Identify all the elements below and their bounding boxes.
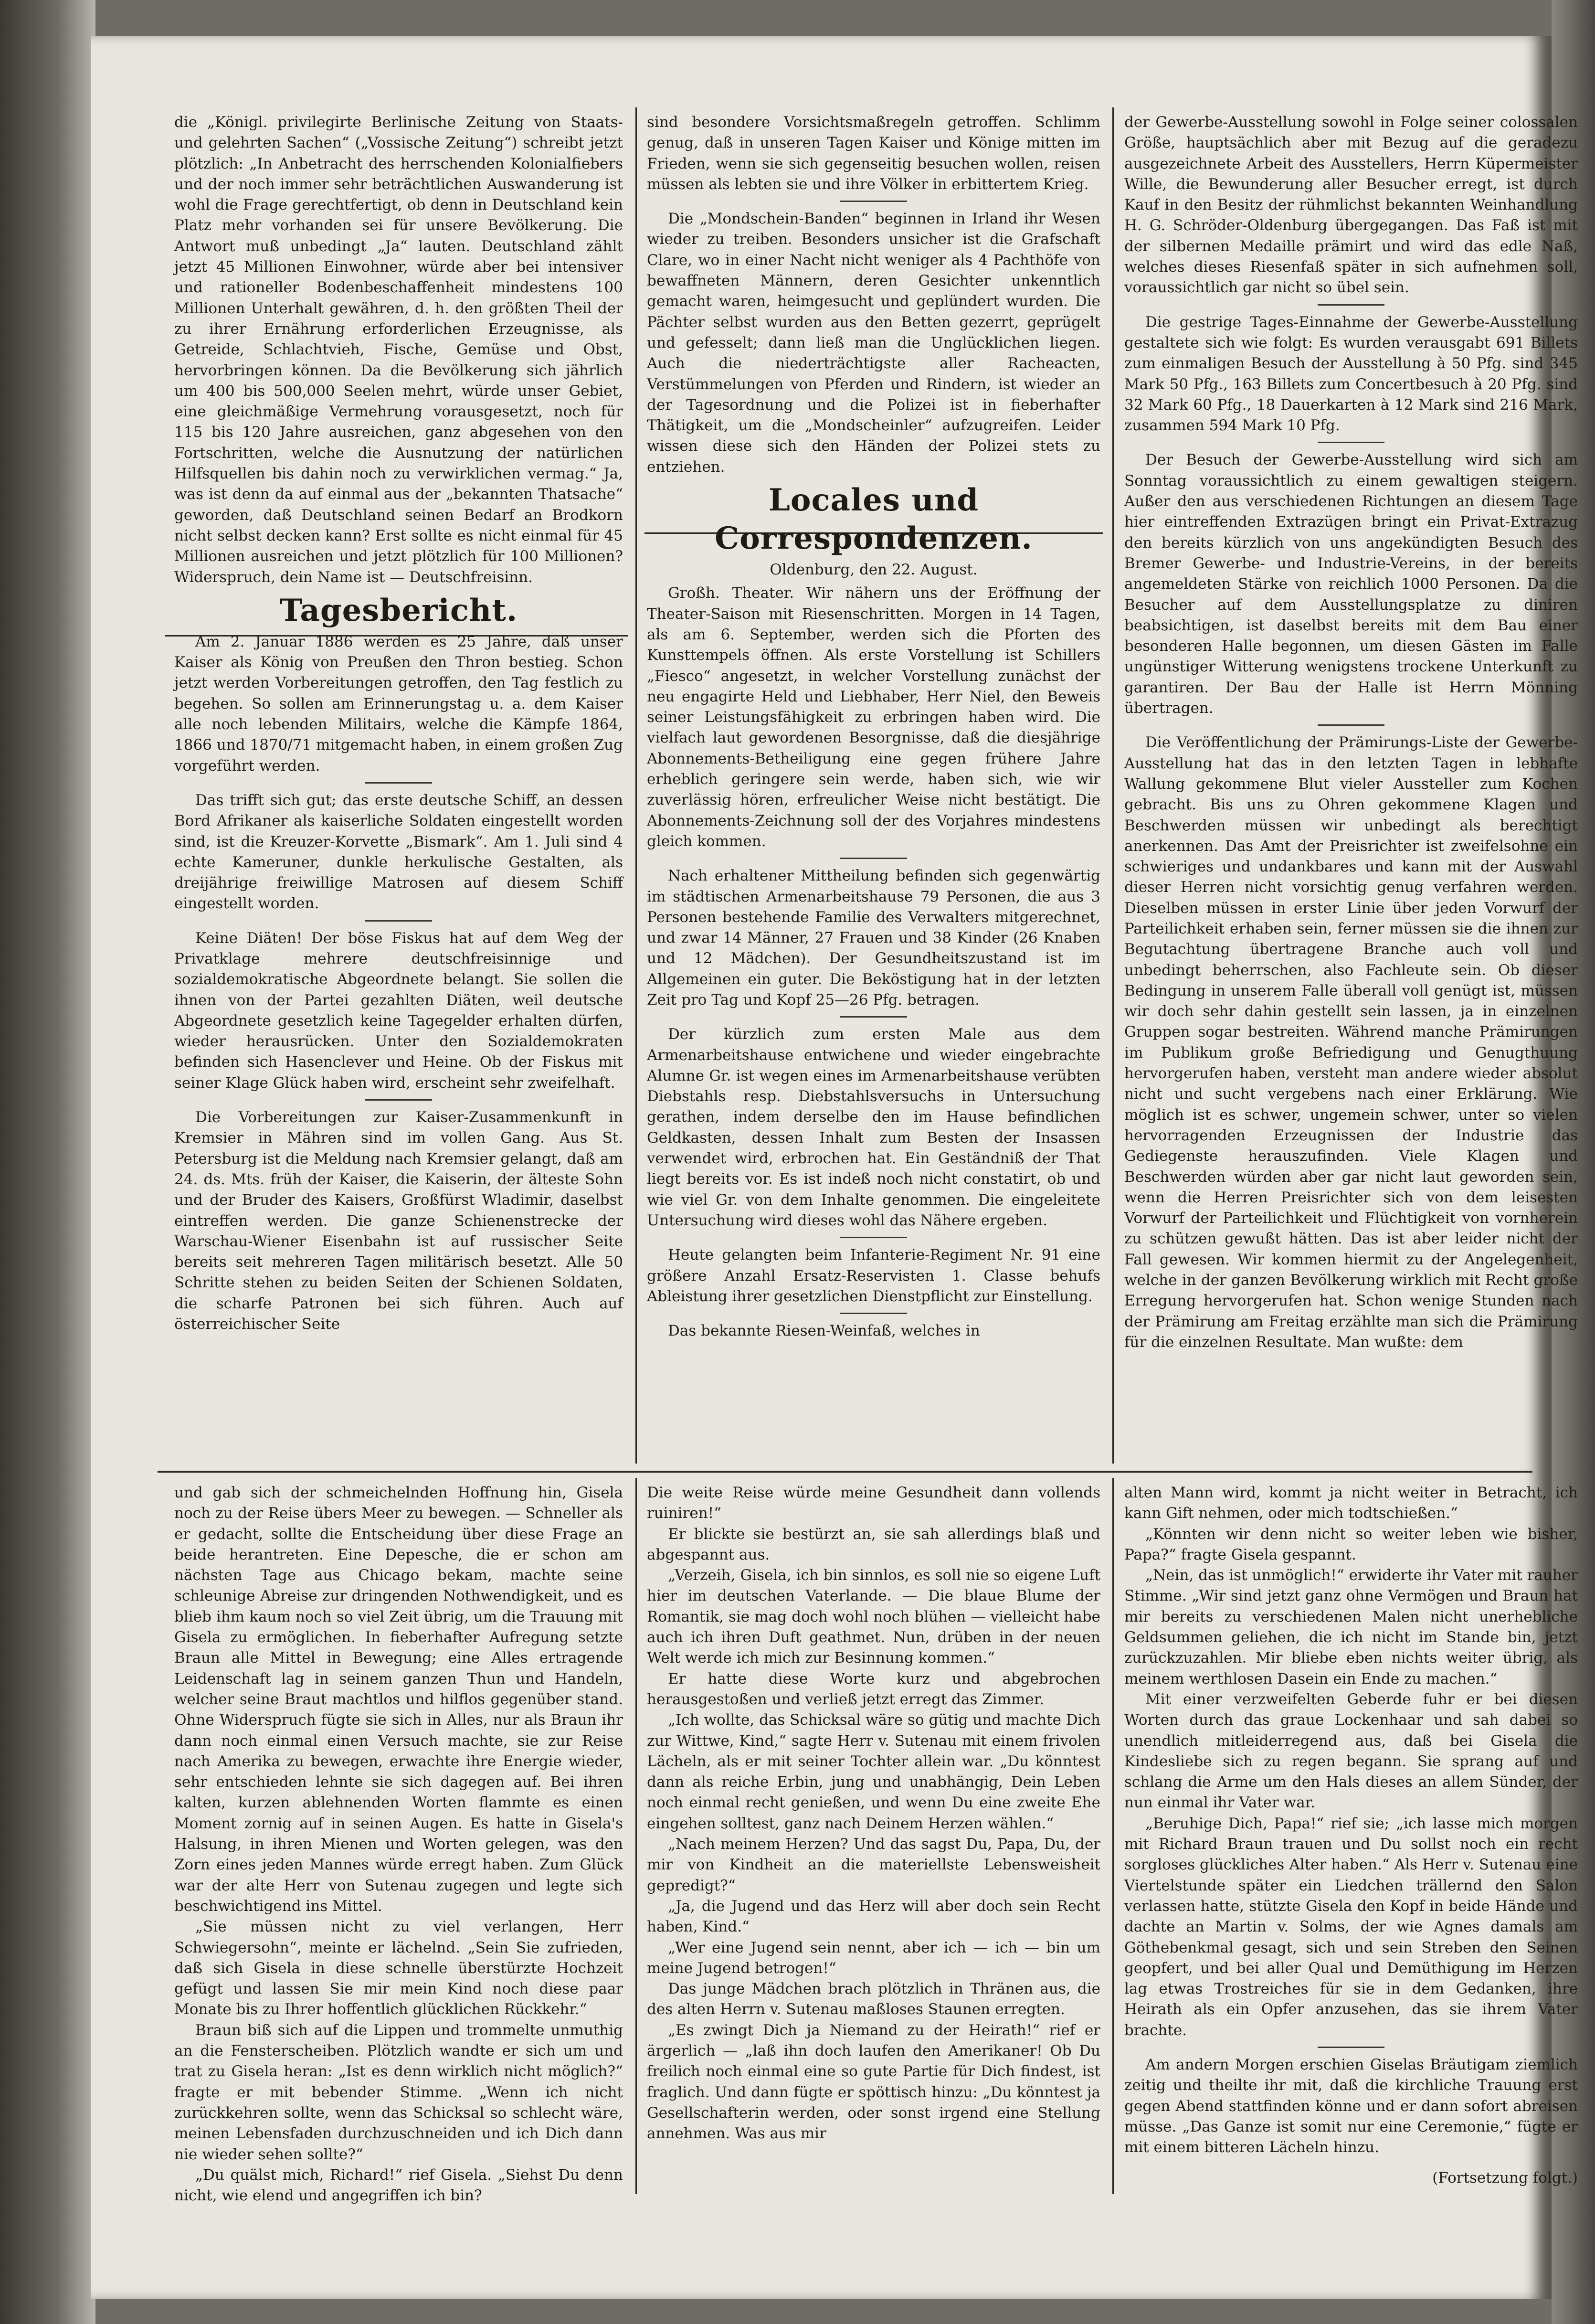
column-rule <box>635 107 637 1464</box>
separator <box>365 920 432 922</box>
article-text: Großh. Theater. Wir nähern uns der Eröffnung der Theater-Saison mit Riesenschritten. Morgen in 14 Tagen, als am 6. September, werden sich die Pforten des Kunsttempels öffnen. Als erste Vorstellung ist Schillers „Fiesco“ angesetzt, in welcher Vorstellung zunächst der neu engagirte Held und Liebhaber, Herr Niel, den Beweis seiner Leistungsfähigkeit zu erbringen haben wird. Die vielfach laut gewordenen Besorgnisse, daß die diesjährige Abonnements-Betheiligung eine gegen frühere Jahre erheblich geringere sein werde, haben sich, wie wir zuverlässig hören, erfreulicher Weise nicht bestätigt. Die Abonnements-Zeichnung soll der des Vorjahres mindestens gleich kommen. <box>647 584 1100 850</box>
upper-column-2 <box>647 112 1100 1464</box>
novel-text: „Könnten wir denn nicht so weiter leben wie bisher, Papa?“ fragte Gisela gespannt. <box>1124 1525 1578 1563</box>
continuation-note: (Fortsetzung folgt.) <box>1432 2169 1578 2186</box>
newspaper-page <box>91 36 1578 2299</box>
separator <box>840 1016 907 1018</box>
novel-text: Er hatte diese Worte kurz und abgebrochen herausgestoßen und verließ jetzt erregt das Zimmer. <box>647 1670 1100 1708</box>
separator <box>365 1099 432 1101</box>
feuilleton-divider <box>158 1471 1532 1473</box>
article-text: Heute gelangten beim Infanterie-Regiment Nr. 91 eine größere Anzahl Ersatz-Reservisten 1. Classe behufs Ableistung ihrer gesetzlichen Dienstpflicht zur Einstellung. <box>647 1246 1100 1305</box>
separator <box>840 201 907 202</box>
book-binding-shadow <box>0 0 95 2324</box>
article-text: Die gestrige Tages-Einnahme der Gewerbe-Ausstellung gestaltete sich wie folgt: Es wurden verausgabt 691 Billets zum einmaligen Besuch der Ausstellung à 50 Pfg. sind 345 Mark 50 Pfg., 163 Billets zum Concertbesuch à 20 Pfg. sind 32 Mark 60 Pfg., 18 Dauerkarten à 12 Mark sind 216 Mark, zusammen 594 Mark 10 Pfg. <box>1124 313 1578 435</box>
novel-text: „Wer eine Jugend sein nennt, aber ich — ich — bin um meine Jugend betrogen!“ <box>647 1939 1100 1977</box>
novel-text: „Verzeih, Gisela, ich bin sinnlos, es soll nie so eigene Luft hier im deutschen Vaterlande. — Die blaue Blume der Romantik, sie mag doch wohl noch blühen — vielleicht habe auch ich ihren Duft geathmet. Nun, drüben in der neuen Welt werde ich mich zur Besinnung kommen.“ <box>647 1567 1100 1667</box>
novel-text: alten Mann wird, kommt ja nicht weiter in Betracht, ich kann Gift nehmen, oder mich todtschießen.“ <box>1124 1484 1578 1522</box>
article-text: Der Besuch der Gewerbe-Ausstellung wird sich am Sonntag voraussichtlich zu einem gewaltigen steigern. Außer den aus verschiedenen Richtungen an diesem Tage hier eintreffenden Extrazügen bringt ein Privat-Extrazug den bereits kürzlich von uns angekündigten Besuch des Bremer Gewerbe- und Industrie-Vereins, in der bereits angemeldeten Stärke von reichlich 1000 Personen. Da die Besucher auf dem Ausstellungsplatze zu diniren beabsichtigen, ist daselbst bereits mit dem Bau einer besonderen Halle begonnen, um diesen Gästen im Falle ungünstiger Witterung wenigstens trockene Unterkunft zu garantiren. Der Bau der Halle ist Herrn Mönning übertragen. <box>1124 451 1578 717</box>
separator <box>1318 304 1384 306</box>
novel-text: „Nein, das ist unmöglich!“ erwiderte ihr Vater mit rauher Stimme. „Wir sind jetzt ganz ohne Vermögen und Braun hat mir bereits zu verschiedenen Malen nicht unerhebliche Geldsummen geliehen, die ich nicht im Stande bin, jetzt zurückzuzahlen. Mir bliebe eben nichts weiter übrig, als meinem werthlosen Dasein ein Ende zu machen.“ <box>1124 1567 1578 1687</box>
column-rule <box>1112 107 1114 1464</box>
article-text: der Gewerbe-Ausstellung sowohl in Folge seiner colossalen Größe, hauptsächlich aber mit Bezug auf die geradezu ausgezeichnete Arbeit des Ausstellers, Herrn Küpermeister Wille, die Bewunderung aller Besucher erregt, ist durch Kauf in den Besitz der rühmlichst bekannten Weinhandlung H. G. Schröder-Oldenburg übergegangen. Das Faß ist mit der silbernen Medaille prämirt und wird das edle Naß, welches dieses Riesenfaß später in sich aufnehmen soll, voraussichtlich gar nicht so übel sein. <box>1124 114 1578 297</box>
article-text: Die Vorbereitungen zur Kaiser-Zusammenkunft in Kremsier in Mähren sind im vollen Gang. Aus St. Petersburg ist die Meldung nach Kremsier gelangt, daß am 24. ds. Mts. früh der Kaiser, die Kaiserin, der älteste Sohn und der Bruder des Kaisers, Großfürst Wladimir, daselbst eintreffen werden. Die ganze Schienenstrecke der Warschau-Wiener Eisenbahn ist auf russischer Seite bereits seit mehreren Tagen militärisch besetzt. Alle 50 Schritte stehen zu beiden Seiten der Schienen Soldaten, die scharfe Patronen bei sich führen. Auch auf österreichischer Seite <box>174 1109 623 1333</box>
separator <box>1318 724 1384 726</box>
lower-column-2 <box>647 1483 1100 2194</box>
article-text: Das bekannte Riesen-Weinfaß, welches in <box>668 1322 980 1340</box>
novel-text: und gab sich der schmeichelnden Hoffnung hin, Gisela noch zu der Reise übers Meer zu bewegen. — Schneller als er gedacht, sollte die Entscheidung über diese Frage an beide herantreten. Eine Depesche, die er schon am nächsten Tage aus Chicago bekam, machte seine schleunige Abreise zur dringenden Nothwendigkeit, und es blieb ihm kaum noch so viel Zeit übrig, um die Trauung mit Gisela zu ermöglichen. In fieberhafter Aufregung setzte Braun alle Mittel in Bewegung; eine Alles ertragende Leidenschaft lag in seinem ganzen Thun und Handeln, welcher seine Braut machtlos und hilflos gegenüber stand. Ohne Widerspruch fügte sie sich in Alles, nur als Braun ihr dann noch einmal einen Versuch machte, sie zur Reise nach Amerika zu bewegen, erwachte ihre Energie wieder, sehr entschieden lehnte sie sich dagegen auf. Bei ihren kalten, kurzen ablehnenden Worten flammte es einen Moment zornig auf in seinen Augen. Es hatte in Gisela's Halsung, in ihren Mienen und Worten gelegen, was den Zorn eines jeden Mannes würde erregt haben. Zum Glück war der alte Herr von Sutenau zugegen und legte sich beschwichtigend ins Mittel. <box>174 1484 623 1915</box>
article-text: Die Veröffentlichung der Prämirungs-Liste der Gewerbe-Ausstellung hat das in den letzten Tagen in lebhafte Wallung gekommene Blut vieler Aussteller zum Kochen gebracht. Bis uns zu Ohren gekommene Klagen und Beschwerden müssen wir unbedingt als berechtigt anerkennen. Das Amt der Preisrichter ist zweifelsohne ein schwieriges und undankbares und kann mit der Auswahl dieser Herren nicht vorsichtig genug verfahren werden. Dieselben müssen in erster Linie über jeden Vorwurf der Parteilichkeit erhaben sein, ferner müssen sie die ihnen zur Begutachtung übertragene Branche auch voll und unbedingt beherrschen, also Fachleute sein. Ob dieser Bedingung in unserem Falle überall voll genügt ist, müssen wir doch sehr dahin gestellt sein lassen, ja in einzelnen Gruppen sogar bestreiten. Während manche Prämirungen im Publikum große Befriedigung und Genugthuung hervorgerufen haben, versteht man andere wieder absolut nicht und sucht vergebens nach einer Erklärung. Wie möglich ist es schwer, ungemein schwer, unter so vielen hervorragenden Erzeugnissen der Industrie das Gediegenste herauszufinden. Viele Klagen und Beschwerden würden aber gar nicht laut geworden sein, wenn die Herren Preisrichter sich von dem leisesten Vorwurf der Parteilichkeit und Flüchtigkeit von vornherein zu schützen gewußt hätten. Das ist aber leider nicht der Fall gewesen. Wir kommen hiermit zu der Angelegenheit, welche in der ganzen Bevölkerung wirklich mit Recht große Erregung hervorgerufen hat. Schon wenige Stunden nach der Prämirung am Freitag erzählte man sich die Prämirung für die einzelnen Resultate. Man wußte: dem <box>1124 734 1578 1351</box>
novel-text: Am andern Morgen erschien Giselas Bräutigam ziemlich zeitig und theilte ihr mit, daß die kirchliche Trauung erst gegen Abend stattfinden könne und er dann sofort abreisen müsse. „Das Ganze ist somit nur eine Ceremonie,“ fügte er mit einem bitteren Lächeln hinzu. <box>1124 2056 1578 2156</box>
separator <box>1318 442 1384 443</box>
novel-text: Mit einer verzweifelten Geberde fuhr er bei diesen Worten durch das graue Lockenhaar und sah dabei so unendlich mitleiderregend aus, daß bei Gisela die Kindesliebe sich zu regen begann. Sie sprang auf und schlang die Arme um den Hals dieses an allem Sünder, der nun einmal ihr Vater war. <box>1124 1690 1578 1812</box>
novel-text: „Sie müssen nicht zu viel verlangen, Herr Schwiegersohn“, meinte er lächelnd. „Sein Sie zufrieden, daß sich Gisela in diese schnelle überstürzte Hochzeit gefügt und lassen Sie mir mein Kind noch diese paar Monate bis zu Ihrer hoffentlich glücklichen Rückkehr.“ <box>174 1918 623 2018</box>
separator <box>840 1237 907 1238</box>
novel-text: „Ich wollte, das Schicksal wäre so gütig und machte Dich zur Wittwe, Kind,“ sagte Herr v. Sutenau mit einem frivolen Lächeln, als er mit seiner Tochter allein war. „Du könntest dann als reiche Erbin, jung und unabhängig, Dein Leben noch einmal recht genießen, und wenn Du eine zweite Ehe eingehen solltest, ganz nach Deinem Herzen wählen.“ <box>647 1711 1100 1832</box>
column-rule <box>1112 1478 1114 2194</box>
article-text: die „Königl. privilegirte Berlinische Zeitung von Staats- und gelehrten Sachen“ („Vossische Zeitung“) schreibt jetzt plötzlich: „In Anbetracht des herrschenden Kolonialfiebers und der noch immer sehr beträchtlichen Auswanderung ist wohl die Frage gerechtfertigt, ob denn in Deutschland kein Platz mehr vorhanden sei für unsere Bevölkerung. Die Antwort muß unbedingt „Ja“ lauten. Deutschland zählt jetzt 45 Millionen Einwohner, würde aber bei intensiver und rationeller Bodenbeschaffenheit mindestens 100 Millionen Unterhalt gewähren, d. h. den größten Theil der zu ihrer Ernährung erforderlichen Erzeugnisse, als Getreide, Schlachtvieh, Fische, Gemüse und Obst, hervorbringen können. Da die Bevölkerung sich jährlich um 400 bis 500,000 Seelen mehrt, würde unser Gebiet, eine gleichmäßige Vermehrung vorausgesetzt, noch für 115 bis 120 Jahre ausreichen, ganz abgesehen von den Fortschritten, welche die Ausnutzung der natürlichen Hilfsquellen bis dahin noch zu verwirklichen vermag.“ Ja, was ist denn da auf einmal aus der „bekannten Thatsache“ geworden, daß Deutschland seinen Bedarf an Brodkorn nicht selbst decken kann? Erst sollte es nicht einmal für 45 Millionen ausreichen und jetzt plötzlich für 100 Millionen? Widerspruch, dein Name ist — Deutschfreisinn. <box>174 114 623 586</box>
novel-text: „Es zwingt Dich ja Niemand zu der Heirath!“ rief er ärgerlich — „laß ihn doch laufen den Amerikaner! Ob Du freilich noch einmal eine so gute Partie für Dich findest, ist fraglich. Und dann fügte er spöttisch hinzu: „Du könntest ja Gesellschafterin werden, oder sonst irgend eine Stellung annehmen. Was aus mir <box>647 2021 1100 2143</box>
novel-text: Braun biß sich auf die Lippen und trommelte unmuthig an die Fensterscheiben. Plötzlich wandte er sich um und trat zu Gisela heran: „Ist es denn wirklich nicht möglich?“ fragte er mit bebender Stimme. „Wenn ich nicht zurückkehren sollte, wenn das Schicksal so schlecht wäre, meinen Lebensfaden durchzuschneiden und ich Dich dann nie wieder sehen sollte?“ <box>174 2021 623 2163</box>
article-text: Nach erhaltener Mittheilung befinden sich gegenwärtig im städtischen Armenarbeitshause 79 Personen, die aus 3 Personen bestehende Familie des Verwalters mitgerechnet, und zwar 14 Männer, 27 Frauen und 38 Kinder (26 Knaben und 12 Mädchen). Der Gesundheitszustand ist im Allgemeinen ein guter. Die Beköstigung hat in der letzten Zeit pro Tag und Kopf 25—26 Pfg. betragen. <box>647 867 1100 1008</box>
article-text: Am 2. Januar 1886 werden es 25 Jahre, daß unser Kaiser als König von Preußen den Thron bestieg. Schon jetzt werden Vorbereitungen getroffen, den Tag festlich zu begehen. So sollen am Erinnerungstag u. a. dem Kaiser alle noch lebenden Militairs, welche die Kämpfe 1864, 1866 und 1870/71 mitgemacht haben, in einem großen Zug vorgeführt werden. <box>174 633 623 775</box>
novel-text: „Nach meinem Herzen? Und das sagst Du, Papa, Du, der mir von Kindheit an die materiellste Lebensweisheit gepredigt?“ <box>647 1836 1100 1894</box>
section-heading-tagesbericht: Tagesbericht. <box>279 592 518 628</box>
novel-text: Die weite Reise würde meine Gesundheit dann vollends ruiniren!“ <box>647 1484 1100 1522</box>
novel-text: Er blickte sie bestürzt an, sie sah allerdings blaß und abgespannt aus. <box>647 1525 1100 1563</box>
article-text: Der kürzlich zum ersten Male aus dem Armenarbeitshause entwichene und wieder eingebrachte Alumne Gr. ist wegen eines im Armenarbeitshause verübten Diebstahls resp. Diebstahlsversuchs in Untersuchung gerathen, indem derselbe den im Hause befindlichen Geldkasten, dessen Inhalt zum Besten der Insassen verwendet wird, erbrochen hat. Ein Geständniß der That liegt bereits vor. Es ist indeß noch nicht constatirt, ob und wie viel Gr. von dem Inhalte genommen. Die eingeleitete Untersuchung wird dieses wohl das Nähere ergeben. <box>647 1026 1100 1229</box>
novel-text: „Du quälst mich, Richard!“ rief Gisela. „Siehst Du denn nicht, wie elend und angegriffen ich bin? <box>174 2166 623 2205</box>
upper-column-3 <box>1124 112 1578 1464</box>
article-text: Die „Mondschein-Banden“ beginnen in Irland ihr Wesen wieder zu treiben. Besonders unsicher ist die Grafschaft Clare, wo in einer Nacht nicht weniger als 4 Pachthöfe von bewaffneten Männern, deren Gesichter unkenntlich gemacht waren, heimgesucht und geplündert wurden. Die Pächter selbst wurden aus den Betten gezerrt, geprügelt und gefesselt; dann ließ man die Unglücklichen liegen. Auch die niederträchtigste aller Racheacten, Verstümmelungen von Pferden und Rindern, ist wieder an der Tagesordnung und die Polizei ist in fieberhafter Thätigkeit, um die „Mondscheinler“ aufzugreifen. Leider wissen diese sich den Händen der Polizei stets zu entziehen. <box>647 210 1100 476</box>
novel-text: „Ja, die Jugend und das Herz will aber doch sein Recht haben, Kind.“ <box>647 1897 1100 1936</box>
article-text: sind besondere Vorsichtsmaßregeln getroffen. Schlimm genug, daß in unseren Tagen Kaiser und Könige mitten im Frieden, wenn sie sich gegenseitig besuchen wollen, reisen müssen als lebten sie und ihre Völker in erbittertem Krieg. <box>647 114 1100 193</box>
lower-column-3 <box>1124 1483 1578 2194</box>
separator <box>840 1313 907 1314</box>
section-heading-locales: Locales und Correspondenzen. <box>715 482 1033 557</box>
separator <box>840 858 907 859</box>
article-text: Keine Diäten! Der böse Fiskus hat auf dem Weg der Privatklage mehrere deutschfreisinnige und sozialdemokratische Abgeordnete belangt. Sie sollen die ihnen von der Partei gezahlten Diäten, weil deutsche Abgeordnete gesetzlich keine Tagegelder erhalten dürfen, wieder herausrücken. Unter den Sozialdemokraten befinden sich Hasenclever und Heine. Ob der Fiskus mit seiner Klage Glück haben wird, erscheint sehr zweifelhaft. <box>174 929 623 1092</box>
lower-column-1 <box>174 1483 623 2205</box>
dateline: Oldenburg, den 22. August. <box>770 561 978 579</box>
novel-text: „Beruhige Dich, Papa!“ rief sie; „ich lasse mich morgen mit Richard Braun trauen und Du sollst noch ein recht sorgloses glückliches Alter haben.“ Als Herr v. Sutenau eine Viertelstunde später ein Liedchen trällernd den Salon verlassen hatte, stützte Gisela den Kopf in beide Hände und dachte an Martin v. Solms, der wie Agnes damals am Göthebenkmal gesagt, sich und sein Streben den Seinen geopfert, und bei aller Qual und Demüthigung im Herzen lag etwas Trostreiches für sie in dem Gedanken, ihre Heirath als ein Opfer anzusehen, das sie ihrem Vater brachte. <box>1124 1815 1578 2039</box>
article-text: Das trifft sich gut; das erste deutsche Schiff, an dessen Bord Afrikaner als kaiserliche Soldaten eingestellt worden sind, ist die Kreuzer-Korvette „Bismark“. Am 1. Juli sind 4 echte Kameruner, dunkle herkulische Gestalten, als dreijährige freiwillige Matrosen auf diesem Schiff eingestellt worden. <box>174 791 623 913</box>
separator <box>1318 2047 1384 2048</box>
upper-column-1 <box>174 112 623 1464</box>
column-rule <box>635 1478 637 2194</box>
novel-text: Das junge Mädchen brach plötzlich in Thränen aus, die des alten Herrn v. Sutenau maßloses Staunen erregten. <box>647 1980 1100 2018</box>
separator <box>365 782 432 784</box>
